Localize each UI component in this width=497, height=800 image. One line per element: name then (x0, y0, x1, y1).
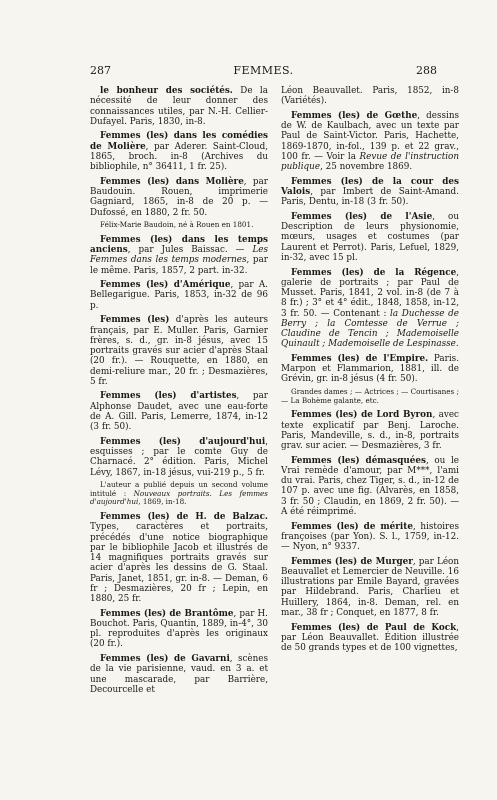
entry-heading: Femmes (les) d'Amérique (100, 280, 231, 291)
entry-text: d'après les auteurs français, par E. Muller. Paris, Garnier frères, s. d., gr. in-8 jésus, avec 15 portraits gravés sur acier d'après Staal (20 fr.). — Rouquette, en 1880, en demi-reliure mar., 20 fr. ; Desmazières, 5 fr. (90, 315, 268, 387)
entry-heading: Femmes (les) de Gavarni (100, 654, 230, 665)
entry-italic-title: Revue de l'instruction publique (281, 151, 459, 173)
entry-heading: Femmes (les) de l'Empire. (291, 353, 429, 364)
running-title: FEMMES. (233, 64, 294, 77)
entry-text: , par H. Bouchot. Paris, Quantin, 1889, in-4°, 30 pl. reproduites d'après les originaux (20 fr.). (90, 608, 268, 650)
entry-heading: Femmes (les) dans Molière (100, 176, 244, 187)
entry-text: , par Alphonse Daudet, avec une eau-forte de A. Gill. Paris, Lemerre, 1874, in-12 (3 fr. 50). (90, 391, 268, 433)
note-text: Grandes dames ; — Actrices ; — Courtisanes ; — La Bohème galante, etc. (281, 387, 459, 405)
entry-text: Types, caractères et portraits, précédés d'une notice biographique par le bibliophile Jacob et illustrés de 14 magnifiques portraits gravés sur acier d'après les dessins de G. Staal. Paris, Janet, 1851, gr. in-8. — Deman, 6 fr ; Desmazières, 20 fr ; Lepin, en 1880, 25 fr. (90, 522, 268, 604)
entry-text: , par Aderer. Saint-Cloud, 1865, broch. in-8 (Archives du bibliophile, n° 36411, 1 fr. 25). (90, 141, 268, 173)
entry-heading: Femmes (les) de Gœthe (291, 110, 418, 121)
running-header (90, 64, 437, 80)
entry-text: , par Léon Beauvallet. Édition illustrée de 50 grands types et de 100 vignettes, (281, 622, 459, 654)
bibliography-entry (281, 557, 459, 619)
bibliography-entry (90, 315, 268, 387)
entry-heading: Femmes (les) d'artistes (100, 391, 237, 402)
entry-tail: , par le même. Paris, 1857, 2 part. in-32. (90, 255, 268, 276)
entry-italic-title: Les Femmes dans les temps modernes (90, 245, 268, 266)
entry-text: , histoires françoises (par Yon). S. l., 1759, in-12. — Nyon, n° 9337. (281, 521, 459, 553)
entry-continuation: Léon Beauvallet. Paris, 1852, in-8 (Variétés). (281, 86, 459, 107)
note-text: Félix-Marie Baudoin, né à Rouen en 1801. (100, 220, 254, 230)
entry-tail: . (455, 339, 459, 350)
entry-heading: Femmes (les) de Murger (291, 556, 413, 567)
entry-heading: Femmes (les) de H. de Balzac. (100, 512, 268, 522)
bibliography-entry (90, 437, 268, 478)
bibliography-entry (281, 354, 459, 385)
right-page-number: 288 (416, 64, 437, 77)
note-text: L'auteur a publié depuis un second volume intitulé : (90, 480, 268, 498)
right-column (281, 86, 459, 658)
bibliography-entry (90, 177, 268, 218)
bibliography-entry (90, 86, 268, 127)
entry-note (281, 388, 459, 405)
bibliography-entry (281, 177, 459, 208)
entry-heading: Femmes (les) de Paul de Kock (291, 622, 457, 633)
entry-text: , avec texte explicatif par Benj. Laroche. Paris, Mandeville, s. d., in-8, portraits grav. sur acier. — Desmazières, 3 fr. (281, 410, 459, 452)
entry-italic-title: la Duchesse de Berry ; la Comtesse de Verrue ; Claudine de Tencin ; Mademoiselle Quinault ; Mademoiselle de Lespinasse (281, 308, 459, 350)
bibliography-entry (90, 131, 268, 172)
entry-heading: Femmes (les) dans les temps anciens (90, 234, 268, 256)
bibliography-entry (90, 609, 268, 650)
entry-heading: Femmes (les) dans les comédies de Molière (90, 131, 268, 152)
entry-text: , esquisses ; par le comte Guy de Charnacé. 2° édition. Paris, Michel Lévy, 1867, in-18 jésus, vui-219 p., 5 fr. (90, 436, 268, 478)
entry-tail: , 1869, in-18. (138, 497, 187, 507)
entry-italic-title: Nouveaux portraits. Les femmes d'aujourd'hui (90, 488, 268, 507)
entry-heading: Femmes (les) de la cour des Valois (281, 176, 459, 198)
bibliography-entry (281, 456, 459, 518)
entry-heading: Femmes (les) de Lord Byron (291, 410, 433, 421)
entry-heading: Femmes (les) démasquées (291, 455, 426, 466)
entry-heading: Femmes (les) de l'Asie (291, 211, 433, 222)
entry-heading: Femmes (les) de Brantôme (100, 608, 234, 619)
bibliography-entry (281, 268, 459, 350)
entry-tail: , 25 novembre 1869. (320, 162, 413, 173)
entry-note (90, 481, 268, 507)
bibliography-entry (281, 212, 459, 263)
entry-heading: Femmes (les) (100, 315, 170, 326)
bibliography-entry (281, 522, 459, 553)
entry-text: , par Léon Beauvallet et Lemercier de Neuville. 16 illustrations par Emile Bayard, gravées par Hildebrand. Paris, Charlieu et Huillery, 1864, in-8. Deman, rel. en mar., 38 fr ; Conquet, en 1877, 8 fr. (281, 556, 459, 618)
entry-text: , par A. Bellegarigue. Paris, 1853, in-32 de 96 p. (90, 280, 268, 311)
entry-text: , galerie de portraits ; par Paul de Musset. Paris, 1841, 2 vol. in-8 (de 7 à 8 fr.) ; 3° et 4° édit., 1848, 1858, in-12, 3 fr. 50. — Contenant : (281, 267, 459, 319)
entry-heading: Femmes (les) d'aujourd'hui (100, 436, 266, 447)
bibliography-entry (281, 623, 459, 654)
bibliography-entry (90, 512, 268, 604)
entry-text: , dessins de W. de Kaulbach, avec un texte par Paul de Saint-Victor. Paris, Hachette, 1869-1870, in-fol., 139 p. et 22 grav., 100 fr. — Voir la (281, 110, 459, 162)
entry-heading: le bonheur des sociétés. (100, 86, 233, 96)
entry-text: , scènes de la vie parisienne, vaud. en 3 a. et une mascarade, par Barrière, Decourcelle et (90, 654, 268, 695)
bibliography-entry (90, 391, 268, 432)
left-page-number: 287 (90, 64, 111, 77)
entry-text: , ou le Vrai remède d'amour, par M***, l'ami du vrai. Paris, chez Tiger, s. d., in-12 de 107 p. avec une fig. (Alvarès, en 1858, 3 fr. 50 ; Claudin, en 1869, 2 fr. 50). — A été réimprimé. (281, 455, 459, 517)
bibliography-entry (90, 235, 268, 276)
entry-heading: Femmes (les) de la Régence (291, 267, 457, 278)
bibliography-entry (281, 111, 459, 173)
entry-text: Paris. Marpon et Flammarion, 1881, ill. de Grévin, gr. in-8 jésus (4 fr. 50). (281, 353, 459, 385)
bibliography-entry (90, 654, 268, 695)
left-column (90, 86, 268, 699)
entry-text: , par Baudouin. Rouen, imprimerie Gagniard, 1865, in-8 de 20 p. — Dufossé, en 1880, 2 fr. 50. (90, 176, 268, 218)
entry-text: , par Jules Baissac. — (127, 245, 253, 256)
entry-heading: Femmes (les) de mérite (291, 521, 413, 532)
entry-note (90, 221, 268, 230)
entry-text: , par Imbert de Saint-Amand. Paris, Dentu, in-18 (3 fr. 50). (281, 187, 459, 208)
entry-text: , ou Description de leurs physionomie, mœurs, usages et costumes (par Laurent et Perrot). Paris, Lefuel, 1829, in-32, avec 15 pl. (281, 211, 459, 263)
entry-text: De la nécessité de leur donner des connaissances utiles, par N.-H. Cellier-Dufayel. Paris, 1830, in-8. (90, 86, 268, 127)
bibliography-entry (281, 410, 459, 451)
bibliography-entry (281, 86, 459, 107)
bibliography-entry (90, 280, 268, 311)
